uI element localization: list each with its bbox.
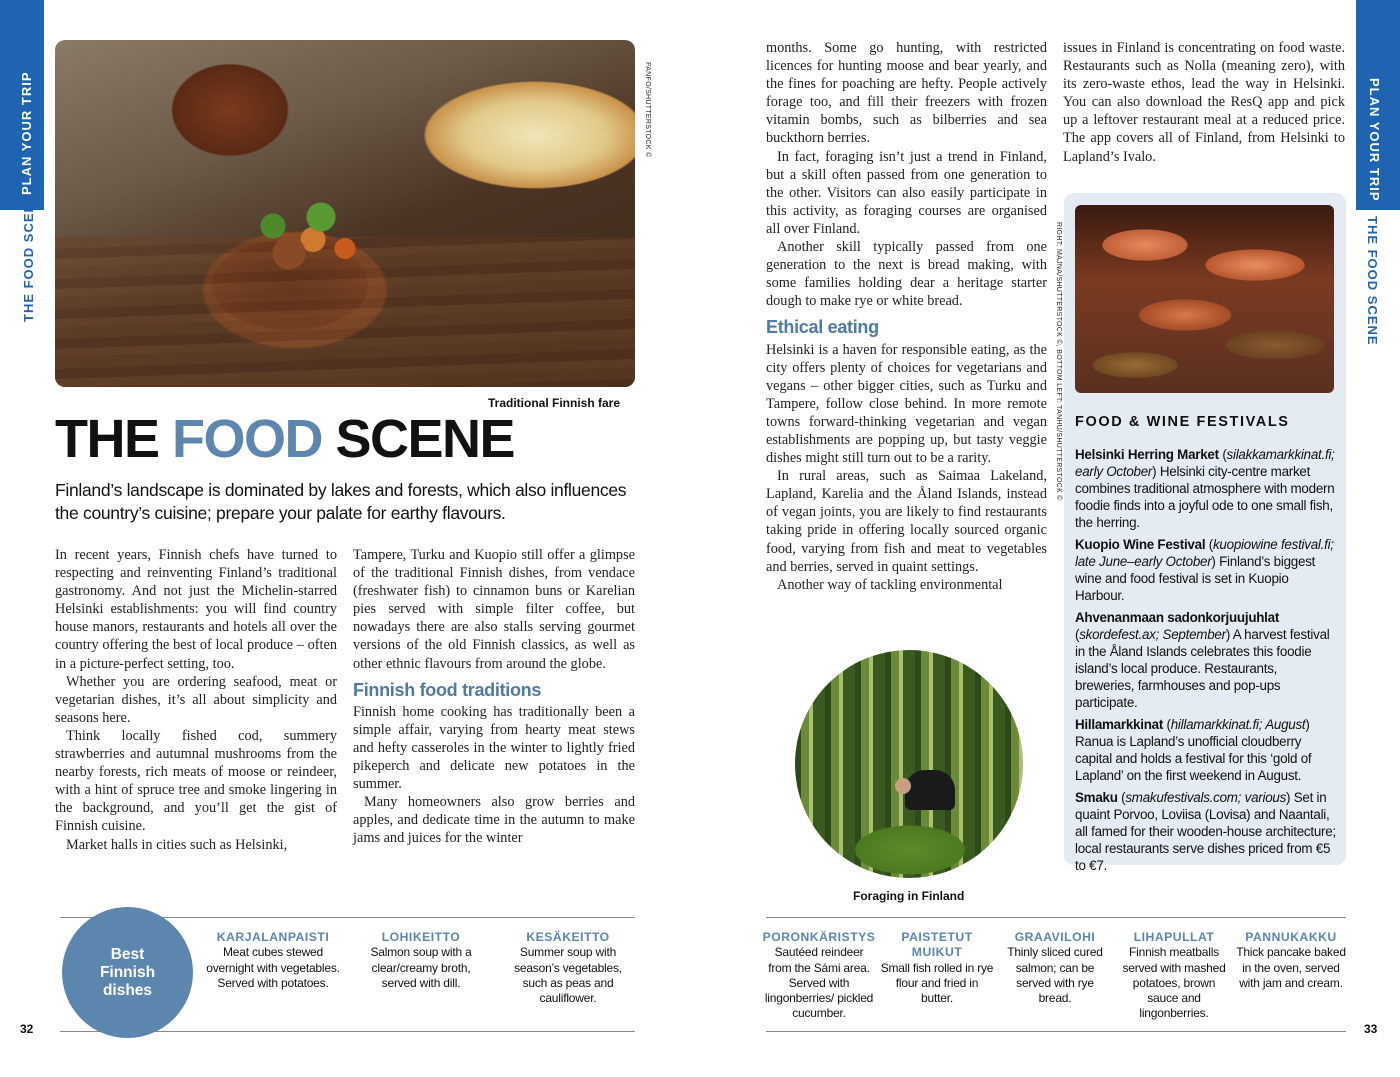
col1-paragraph: Think locally fished cod, summery strawberries and autumnal mushrooms from the nearby forests, rich meats of moose or reindeer, with a hint of spruce tree and smoke lingering in the background, and you’ll get the gist of Finnish cuisine.: [55, 727, 337, 835]
right-section-label: THE FOOD SCENE: [1365, 216, 1380, 346]
page-number-right: 33: [1364, 1022, 1378, 1036]
page-title: [55, 409, 515, 469]
dish-name: KESÄKEITTO: [526, 930, 610, 944]
forager-head: [895, 778, 911, 794]
col1-paragraph: In recent years, Finnish chefs have turned to respecting and reinventing Finland’s traditional gastronomy. And not just the Michelin-starred Helsinki establishments: you will find country house manors, restaurants and hotels all over the country offering the best of local produce – often in a picture-perfect setting, too.: [55, 547, 337, 672]
article-column-4: [1063, 39, 1345, 166]
photo-credit-right: RIGHT: MAJNA/SHUTTERSTOCK ©, BOTTOM LEFT: TANHU/SHUTTERSTOCK ©: [1055, 222, 1062, 501]
festival-desc: Helsinki city-centre market combines traditional atmosphere with modern foodie finds into a joyful ode to one small fish, the herring.: [1075, 464, 1335, 530]
title-part-2: SCENE: [322, 409, 515, 469]
dish-item: [206, 930, 340, 991]
left-plan-tab-label: PLAN YOUR TRIP: [19, 71, 34, 195]
right-plan-tab-label: PLAN YOUR TRIP: [1367, 78, 1382, 202]
festival-name: Hillamarkkinat: [1075, 717, 1164, 732]
best-dishes-badge-label: Best Finnish dishes: [99, 945, 156, 999]
dish-desc: Thinly sliced cured salmon; can be served with rye bread.: [1007, 945, 1103, 1006]
article-column-1: [55, 546, 337, 854]
festival-meta: hillamarkkinat.fi; August: [1170, 717, 1306, 732]
left-section-label: THE FOOD SCENE: [21, 192, 36, 322]
col2-paragraph: Many homeowners also grow berries and apples, and dedicate time in the autumn to make jams and juices for the winter: [353, 794, 635, 847]
article-column-3: [766, 39, 1047, 594]
col1-paragraph: Whether you are ordering seafood, meat or vegetarian dishes, it’s all about simplicity and seasons here.: [55, 673, 337, 726]
dish-desc: Meat cubes stewed overnight with vegetables. Served with potatoes.: [206, 945, 340, 990]
dish-desc: Finnish meatballs served with mashed potatoes, brown sauce and lingonberries.: [1122, 945, 1226, 1021]
festival-desc: A harvest festival in the Åland Islands celebrates this foodie island’s local produce. Restaurants, breweries, farmhouses and pop-ups participate.: [1075, 627, 1330, 710]
dish-item: [505, 930, 631, 1006]
festival-item: Ahvenanmaan sadonkorjuujuhlat (skordefest.ax; September) A harvest festival in the Åland Islands celebrates this foodie island’s local produce. Restaurants, breweries, farmhouses and pop-ups participate.: [1075, 610, 1330, 710]
title-accent: FOOD: [172, 409, 323, 469]
col2-paragraph: Tampere, Turku and Kuopio still offer a glimpse of the traditional Finnish dishes, from vendace (freshwater fish) to cinnamon buns or Karelian pies served with simple filter coffee, but nowadays there are also stalls serving gourmet versions of the old Finnish classics, as well as other ethnic flavours from around the globe.: [353, 547, 635, 672]
page-number-left: 32: [20, 1022, 34, 1036]
dish-item: [762, 930, 876, 1022]
dish-desc: Summer soup with season’s vegetables, such as peas and cauliflower.: [514, 945, 622, 1006]
dish-desc: Salmon soup with a clear/creamy broth, served with dill.: [370, 945, 472, 990]
col3-paragraph: Another way of tackling environmental: [777, 576, 1003, 593]
photo-credit-main: FANFO/SHUTTERSTOCK ©: [644, 62, 651, 158]
forager-figure: [905, 770, 955, 810]
dish-item: [880, 930, 994, 1006]
intro-standfirst: Finland’s landscape is dominated by lakes and forests, which also influences the country’s cuisine; prepare your palate for earthy flavours.: [55, 480, 627, 523]
dish-desc: Thick pancake baked in the oven, served with jam and cream.: [1236, 945, 1346, 990]
dish-item: [360, 930, 482, 991]
dish-desc: Sautéed reindeer from the Sámi area. Served with lingonberries/ pickled cucumber.: [764, 945, 874, 1021]
dish-name: LOHIKEITTO: [381, 930, 461, 944]
dishes-bottom-rule-right: [766, 1031, 1346, 1032]
smoked-fish-photo: [1075, 205, 1334, 393]
col2-paragraph: Finnish home cooking has traditionally been a simple affair, varying from hearty meat stews and hefty casseroles in the winter to lightly fried pikeperch and delicate new potatoes in the summer.: [353, 703, 635, 793]
col1-paragraph: Market halls in cities such as Helsinki,: [66, 836, 288, 853]
col4-paragraph: issues in Finland is concentrating on food waste. Restaurants such as Nolla (meaning zero), with its zero-waste ethos, lead the way in Helsinki. You can also download the ResQ app and pick up a leftover restaurant meal at a reduced price. The app covers all of Finland, from Helsinki to Lapland’s Ivalo.: [1063, 40, 1345, 165]
festival-name: Smaku: [1075, 790, 1118, 805]
festival-name: Kuopio Wine Festival: [1075, 537, 1206, 552]
foraging-photo: [795, 650, 1023, 878]
col3-paragraph: Helsinki is a haven for responsible eating, as the city offers plenty of choices for vegetarians and vegans – other bigger cities, such as Turku and Tampere, follow close behind. In more remote towns forward-thinking vegetarian and vegan establishments are popping up, but tasty veggie dishes might still turn out to be a rarity.: [766, 341, 1047, 467]
dish-name: PANNUKAKKU: [1245, 930, 1337, 944]
festival-name: Ahvenanmaan sadonkorjuujuhlat: [1075, 610, 1280, 625]
festival-item: Kuopio Wine Festival (kuopiowine festival.fi; late June–early October) Finland’s biggest wine and food festival is set in Kuopio Harbour.: [1075, 537, 1334, 603]
col3-paragraph: Another skill typically passed from one generation to the next is bread making, with some families holding dear a heritage starter dough to make rye or white bread.: [766, 239, 1047, 310]
dish-name: PORONKÄRISTYS: [762, 930, 876, 944]
col3-paragraph: In fact, foraging isn’t just a trend in Finland, but a skill often passed from one generation to the other. Visitors can also easily participate in this activity, as foraging courses are organised all over Finland.: [766, 148, 1047, 237]
dish-name: PAISTETUT MUIKUT: [901, 930, 973, 960]
dish-desc: Small fish rolled in rye flour and fried in butter.: [880, 960, 994, 1006]
dishes-top-rule-right: [766, 917, 1346, 918]
festival-desc: Finland’s biggest wine and food festival is set in Kuopio Harbour.: [1075, 554, 1316, 603]
festival-meta: skordefest.ax; September: [1079, 627, 1226, 642]
festival-item: Hillamarkkinat (hillamarkkinat.fi; August) Ranua is Lapland’s unofficial cloudberry capital and holds a festival for this ‘gold of Lapland’ on the first weekend in August.: [1075, 717, 1312, 783]
dish-name: LIHAPULLAT: [1133, 930, 1215, 944]
stew-bowl-contents: [225, 190, 385, 280]
photo-caption-foraging: Foraging in Finland: [853, 889, 965, 903]
festivals-title: FOOD & WINE FESTIVALS: [1075, 414, 1290, 430]
festival-meta: smakufestivals.com; various: [1125, 790, 1287, 805]
best-dishes-badge: [62, 907, 193, 1038]
festival-item: Smaku (smakufestivals.com; various) Set in quaint Porvoo, Loviisa (Lovisa) and Naantali, all famed for their wooden-house architecture; local restaurants serve dishes priced from €5 to €7.: [1075, 790, 1336, 873]
col3-paragraph: In rural areas, such as Saimaa Lakeland, Lapland, Karelia and the Åland Islands, instead of vegan joints, you are likely to find restaurants taking pride in offering locally sourced organic food, varying from fish and meat to vegetables and berries, served in quaint settings.: [766, 468, 1047, 575]
title-part-1: THE: [55, 409, 173, 469]
festivals-list: [1075, 446, 1337, 879]
festival-name: Helsinki Herring Market: [1075, 447, 1219, 462]
dish-item: [1234, 930, 1348, 991]
traditional-fare-photo: [55, 40, 635, 387]
dish-item: [1118, 930, 1230, 1022]
festival-desc: Set in quaint Porvoo, Loviisa (Lovisa) and Naantali, all famed for their wooden-house architecture; local restaurants serve dishes priced from €5 to €7.: [1075, 790, 1336, 873]
ethical-eating-heading: Ethical eating: [766, 317, 879, 338]
festival-item: Helsinki Herring Market (silakkamarkkinat.fi; early October) Helsinki city-centre market combines traditional atmosphere with modern foodie finds into a joyful ode to one small fish, the herring.: [1075, 447, 1335, 530]
festival-meta: kuopiowine festival.fi; late June–early October: [1075, 537, 1334, 569]
col3-paragraph: months. Some go hunting, with restricted licences for hunting moose and bear yearly, and the fines for poaching are hefty. People actively forage too, and fill their freezers with frozen vitamin bombs, such as bilberries and sea buckthorn berries.: [766, 40, 1047, 147]
finnish-food-traditions-heading: Finnish food traditions: [353, 679, 542, 700]
dish-item: [1000, 930, 1110, 1006]
article-column-2: [353, 546, 635, 848]
photo-caption-main: Traditional Finnish fare: [488, 396, 621, 410]
festival-desc: Ranua is Lapland’s unofficial cloudberry capital and holds a festival for this ‘gold of Lapland’ on the first weekend in August.: [1075, 734, 1312, 783]
dish-name: KARJALANPAISTI: [216, 930, 330, 944]
dish-name: GRAAVILOHI: [1014, 930, 1096, 944]
festival-meta: silakkamarkkinat.fi; early October: [1075, 447, 1335, 479]
